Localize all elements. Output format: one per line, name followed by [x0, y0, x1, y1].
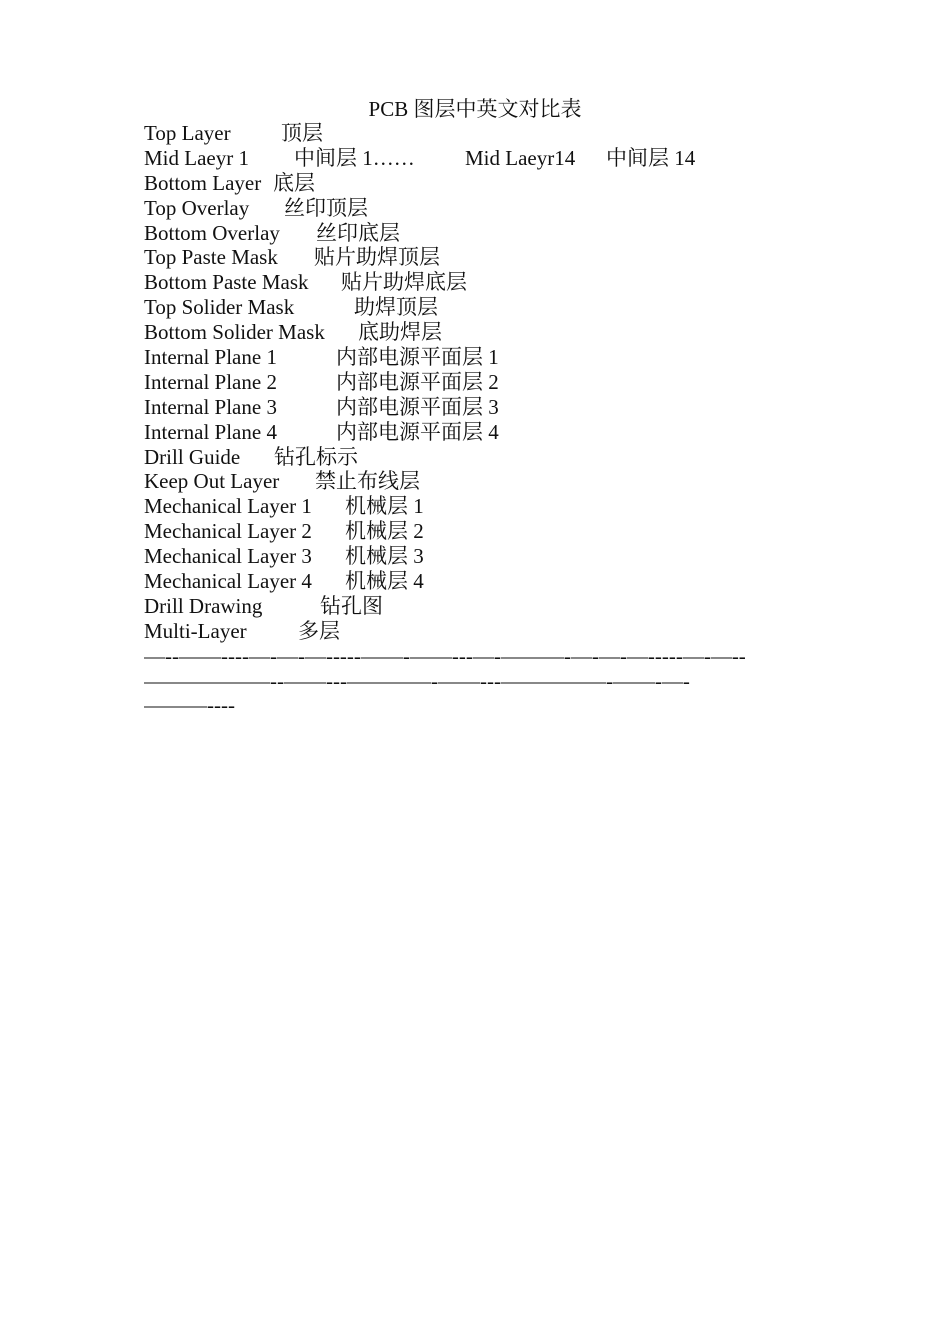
layer-en: Top Overlay	[144, 195, 250, 220]
layer-row	[144, 569, 804, 594]
layer-zh: 机械层 2	[345, 519, 424, 544]
layer-en: Mechanical Layer 4	[144, 569, 312, 594]
layer-en: Drill Drawing	[144, 593, 263, 618]
layer-en: Bottom Solider Mask	[144, 320, 325, 345]
dash-separator-line: ———----	[144, 693, 235, 718]
document-title: PCB 图层中英文对比表	[368, 97, 582, 121]
layer-en: Internal Plane 2	[144, 369, 277, 394]
layer-row	[144, 270, 804, 295]
layer-zh: 内部电源平面层 3	[336, 394, 499, 419]
dash-separator-line: ——————--——---————-——---—————-——-—-	[144, 668, 690, 693]
layer-en: Bottom Paste Mask	[144, 270, 309, 295]
layer-en: Internal Plane 3	[144, 394, 277, 419]
layer-row	[144, 544, 804, 569]
layer-en: Top Layer	[144, 121, 231, 145]
layer-zh: 机械层 1	[345, 494, 424, 519]
layer-zh: 贴片助焊顶层	[314, 245, 440, 270]
layer-row	[144, 320, 804, 345]
layer-zh: 中间层 1……	[294, 145, 415, 170]
layer-zh: 丝印底层	[316, 220, 400, 245]
layer-en: Multi-Layer	[144, 618, 247, 643]
layer-row	[144, 221, 804, 246]
layer-zh: 禁止布线层	[315, 469, 420, 494]
layer-row	[144, 345, 804, 370]
layer-zh: 顶层	[281, 121, 323, 145]
layer-zh: 底助焊层	[358, 320, 442, 345]
layer-row	[144, 196, 804, 221]
layer-row	[144, 146, 804, 171]
layer-en: Top Paste Mask	[144, 245, 278, 270]
layer-en: Bottom Overlay	[144, 220, 280, 245]
layer-zh: 机械层 4	[345, 569, 424, 594]
layer-row	[144, 370, 804, 395]
layer-en: Mid Laeyr 1	[144, 145, 249, 170]
layer-row	[144, 469, 804, 494]
layer-zh: 丝印顶层	[284, 195, 368, 220]
layer-en: Internal Plane 4	[144, 419, 277, 444]
layer-zh: 内部电源平面层 2	[336, 369, 499, 394]
layer-list	[144, 121, 804, 718]
layer-zh: 内部电源平面层 4	[336, 419, 499, 444]
layer-row	[144, 445, 804, 470]
layer-en: Bottom Layer	[144, 170, 262, 195]
dash-separator-line: —--——----—-—-—-----——-——---—-———-—-—-—-----—-—--	[144, 643, 746, 668]
layer-row	[144, 420, 804, 445]
layer-zh: 多层	[298, 618, 340, 643]
layer-en: Keep Out Layer	[144, 469, 280, 494]
layer-zh: 助焊顶层	[354, 295, 438, 320]
layer-row	[144, 494, 804, 519]
layer-row	[144, 171, 804, 196]
layer-zh: 底层	[273, 170, 315, 195]
layer-en: Drill Guide	[144, 444, 241, 469]
layer-row	[144, 295, 804, 320]
layer-en: Mechanical Layer 1	[144, 494, 312, 519]
layer-zh: 钻孔标示	[274, 444, 358, 469]
layer-row	[144, 395, 804, 420]
layer-en: Mechanical Layer 3	[144, 544, 312, 569]
layer-row	[144, 519, 804, 544]
layer-zh: 贴片助焊底层	[341, 270, 467, 295]
layer-zh-secondary: 中间层 14	[606, 145, 696, 170]
layer-row	[144, 245, 804, 270]
layer-row	[144, 594, 804, 619]
layer-zh: 内部电源平面层 1	[336, 345, 499, 370]
layer-en: Top Solider Mask	[144, 295, 295, 320]
layer-en: Mechanical Layer 2	[144, 519, 312, 544]
layer-en: Internal Plane 1	[144, 345, 277, 370]
layer-zh: 机械层 3	[345, 544, 424, 569]
layer-en-secondary: Mid Laeyr14	[465, 145, 576, 170]
layer-row	[144, 619, 804, 644]
layer-zh: 钻孔图	[320, 593, 383, 618]
layer-row	[144, 121, 804, 146]
